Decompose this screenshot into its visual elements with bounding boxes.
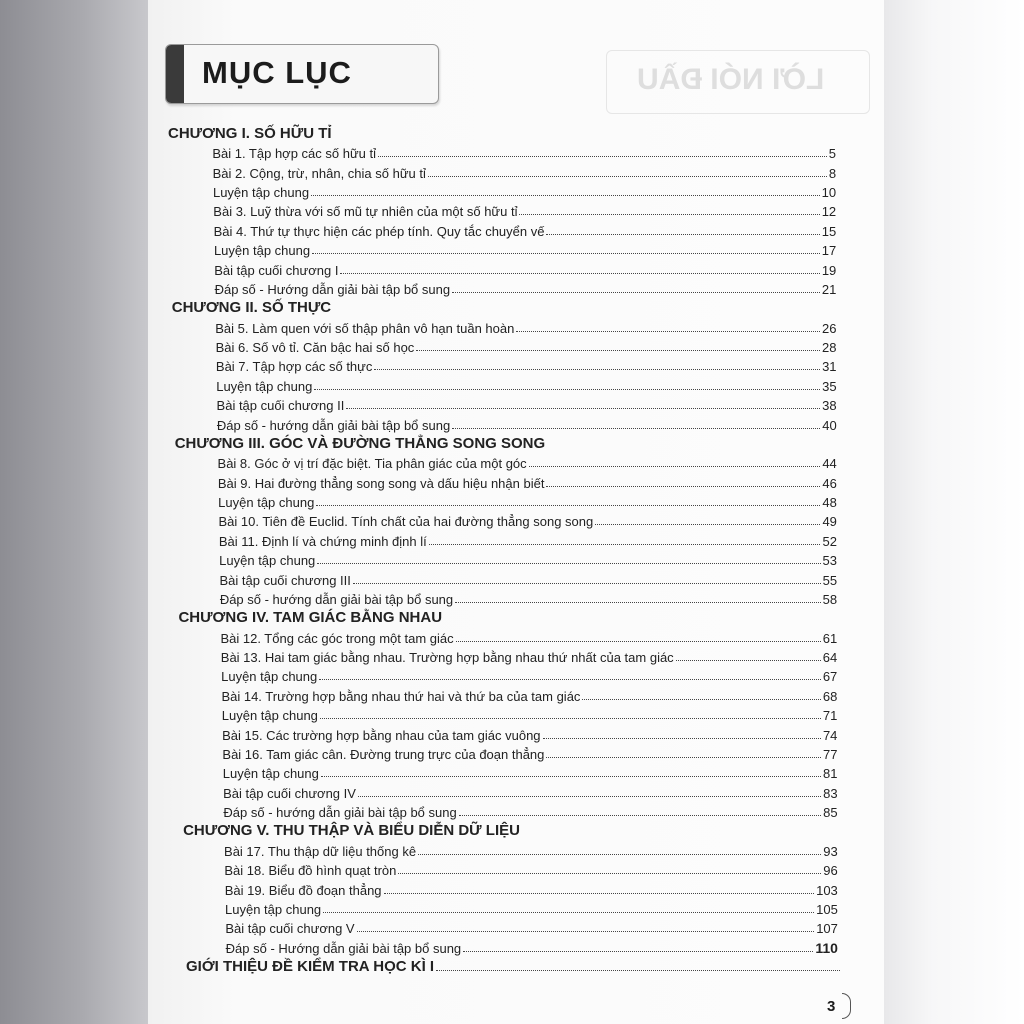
chapter-title: CHƯƠNG IV. TAM GIÁC BẰNG NHAU	[178, 609, 443, 627]
entry-title: Đáp số - Hướng dẫn giải bài tập bổ sung	[214, 281, 451, 297]
entry-title: Đáp số - hướng dẫn giải bài tập bổ sung	[219, 591, 454, 607]
entry-title: Luyện tập chung	[216, 378, 313, 394]
dot-leader	[429, 543, 821, 545]
entry-page-number: 67	[822, 669, 838, 685]
entry-title: Luyện tập chung	[221, 708, 318, 724]
entry-page-number: 10	[821, 185, 837, 201]
dot-leader	[358, 795, 821, 797]
toc-entry	[219, 568, 837, 588]
dot-leader	[676, 659, 821, 661]
toc-entry	[225, 878, 838, 898]
dot-leader	[516, 330, 820, 332]
entry-page-number: 44	[822, 456, 837, 472]
entry-page-number: 48	[822, 495, 837, 511]
entry-page-number: 38	[822, 398, 837, 414]
toc-chapter	[175, 432, 837, 452]
chapter-title: CHƯƠNG V. THU THẬP VÀ BIỂU DIỄN DỮ LIỆU	[183, 822, 520, 840]
entry-title: Bài 10. Tiên đề Euclid. Tính chất của hai đường thẳng song song	[218, 514, 594, 530]
dot-leader	[463, 950, 813, 952]
dot-leader	[418, 853, 821, 855]
dot-leader	[353, 582, 821, 584]
dot-leader	[546, 233, 819, 235]
toc-entry	[221, 684, 837, 704]
chapter-title: CHƯƠNG I. SỐ HỮU TỈ	[168, 125, 332, 142]
entry-page-number: 31	[822, 359, 837, 375]
entry-page-number: 55	[822, 572, 838, 588]
entry-title: Đáp số - hướng dẫn giải bài tập bổ sung	[216, 417, 451, 433]
chapter-title: CHƯƠNG II. SỐ THỰC	[171, 299, 332, 317]
entry-title: Bài tập cuối chương IV	[223, 785, 356, 801]
toc-entry	[219, 529, 837, 549]
toc-entry	[219, 509, 837, 529]
entry-title: Bài 4. Thứ tự thực hiện các phép tính. Quy tắc chuyển vế	[213, 223, 545, 239]
toc-entry	[221, 645, 837, 665]
entry-title: Đáp số - hướng dẫn giải bài tập bổ sung	[223, 805, 457, 821]
entry-title: Bài 13. Hai tam giác bằng nhau. Trường hợp bằng nhau thứ nhất của tam giác	[220, 650, 674, 666]
toc-entry	[224, 858, 837, 878]
dot-leader	[416, 349, 820, 351]
dot-leader	[452, 427, 820, 429]
page-title: MỤC LỤC	[202, 55, 352, 90]
toc-entry	[216, 354, 837, 374]
toc-entry	[218, 490, 837, 510]
entry-page-number: 93	[823, 843, 838, 859]
dot-leader	[428, 175, 827, 177]
entry-title: Bài tập cuối chương II	[216, 398, 345, 414]
entry-title: Bài 15. Các trường hợp bằng nhau của tam giác vuông	[222, 727, 541, 743]
entry-page-number: 40	[822, 417, 837, 433]
toc-chapter	[186, 955, 840, 975]
toc-chapter	[172, 296, 837, 316]
dot-leader	[323, 911, 814, 913]
entry-title: Bài 5. Làm quen với số thập phân vô hạn tuần hoàn	[215, 320, 515, 336]
toc-entry	[222, 723, 837, 743]
toc-entry	[215, 316, 836, 336]
entry-page-number: 71	[822, 708, 838, 724]
page-number: 3	[827, 998, 836, 1015]
toc-entry	[223, 800, 837, 820]
entry-page-number: 64	[822, 650, 838, 666]
entry-title: Luyện tập chung	[221, 669, 318, 685]
entry-title: Bài tập cuối chương III	[219, 572, 351, 588]
toc-entry	[221, 664, 837, 684]
entry-page-number: 110	[815, 939, 838, 956]
toc-entry	[222, 703, 838, 723]
dot-leader	[459, 814, 821, 816]
entry-page-number: 96	[823, 863, 838, 879]
entry-title: Luyện tập chung	[213, 243, 311, 259]
toc-entry	[226, 936, 838, 956]
toc-chapter	[183, 819, 838, 839]
entry-page-number: 81	[823, 766, 838, 782]
dot-leader	[374, 368, 820, 370]
toc-entry	[218, 471, 837, 491]
toc-entry	[213, 199, 836, 219]
entry-page-number: 107	[816, 921, 838, 937]
entry-page-number: 46	[822, 475, 837, 491]
entry-title: Bài 6. Số vô tỉ. Căn bậc hai số học	[215, 340, 415, 356]
entry-title: Đáp số - Hướng dẫn giải bài tập bổ sung	[225, 940, 462, 956]
dot-leader	[452, 291, 820, 293]
entry-title: Bài 14. Trường hợp bằng nhau thứ hai và thứ ba của tam giác	[221, 688, 581, 704]
dot-leader	[595, 523, 820, 525]
toc-entry	[223, 781, 838, 801]
toc-entry	[225, 897, 838, 917]
entry-page-number: 12	[821, 204, 837, 220]
dot-leader	[357, 930, 815, 932]
toc-entry	[220, 626, 837, 646]
chapter-title: GIỚI THIỆU ĐỀ KIỂM TRA HỌC KÌ I	[186, 958, 435, 975]
entry-title: Luyện tập chung	[222, 766, 319, 782]
entry-page-number: 53	[822, 553, 838, 569]
dot-leader	[546, 756, 821, 758]
entry-title: Bài 18. Biểu đồ hình quạt tròn	[224, 863, 397, 879]
toc-entry	[224, 839, 838, 859]
entry-title: Bài 3. Luỹ thừa với số mũ tự nhiên của một số hữu tỉ	[213, 204, 518, 220]
entry-title: Luyện tập chung	[212, 185, 310, 201]
toc-entry	[214, 219, 837, 239]
toc-entry	[220, 587, 837, 607]
toc-entry	[215, 277, 837, 297]
dot-leader	[321, 775, 821, 777]
toc-entry	[214, 258, 836, 278]
dot-leader	[317, 562, 820, 564]
entry-page-number: 15	[821, 223, 837, 239]
entry-page-number: 5	[828, 146, 837, 162]
dot-leader	[455, 601, 821, 603]
entry-title: Bài 11. Định lí và chứng minh định lí	[218, 533, 427, 549]
dot-leader	[320, 717, 821, 719]
toc-chapter	[178, 606, 837, 626]
entry-title: Bài 17. Thu thập dữ liệu thống kê	[224, 843, 417, 859]
toc-entry	[214, 238, 836, 258]
toc-entry	[217, 413, 837, 433]
entry-page-number: 105	[816, 901, 838, 917]
entry-page-number: 49	[822, 514, 837, 530]
entry-page-number: 28	[822, 340, 837, 356]
toc-chapter	[168, 122, 836, 142]
entry-title: Bài 7. Tập hợp các số thực	[215, 359, 373, 375]
toc-entry	[225, 916, 838, 936]
dot-leader	[378, 155, 827, 157]
toc-entry	[216, 374, 836, 394]
entry-title: Luyện tập chung	[218, 495, 315, 511]
entry-title: Bài 8. Góc ở vị trí đặc biệt. Tia phân giác của một góc	[217, 456, 527, 472]
dot-leader	[398, 872, 821, 874]
entry-page-number: 83	[823, 785, 838, 801]
entry-page-number: 35	[822, 378, 837, 394]
dot-leader	[436, 969, 840, 971]
toc-entry	[219, 548, 837, 568]
entry-page-number: 77	[823, 746, 838, 762]
toc-entry	[213, 161, 836, 181]
dot-leader	[311, 194, 820, 196]
toc-entry	[216, 335, 837, 355]
show-through-title: LỜI NÓI ĐẦU	[637, 63, 825, 96]
toc-entry	[212, 141, 836, 161]
entry-title: Bài 16. Tam giác cân. Đường trung trực của đoạn thẳng	[222, 746, 545, 762]
entry-page-number: 103	[816, 882, 838, 898]
entry-page-number: 8	[828, 165, 837, 181]
entry-page-number: 68	[822, 688, 838, 704]
entry-title: Luyện tập chung	[219, 553, 316, 569]
entry-page-number: 19	[821, 262, 837, 278]
dot-leader	[314, 388, 820, 390]
dot-leader	[346, 407, 820, 409]
dot-leader	[340, 272, 819, 274]
entry-title: Bài 1. Tập hợp các số hữu tỉ	[212, 146, 376, 162]
entry-page-number: 17	[821, 243, 837, 259]
entry-page-number: 26	[821, 320, 837, 336]
dot-leader	[456, 640, 821, 642]
entry-page-number: 61	[822, 630, 838, 646]
entry-title: Bài tập cuối chương V	[225, 921, 355, 937]
entry-page-number: 21	[821, 281, 837, 297]
toc-entry	[217, 393, 837, 413]
dot-leader	[529, 465, 821, 467]
toc-entry	[223, 761, 838, 781]
dot-leader	[582, 698, 820, 700]
entry-title: Bài 2. Cộng, trừ, nhân, chia số hữu tỉ	[212, 165, 426, 181]
dot-leader	[384, 892, 815, 894]
toc-entry	[213, 180, 836, 200]
entry-title: Bài 9. Hai đường thẳng song song và dấu hiệu nhận biết	[217, 475, 545, 491]
entry-page-number: 52	[822, 533, 837, 549]
toc-entry	[218, 451, 837, 471]
dot-leader	[519, 213, 819, 215]
toc-entry	[222, 742, 837, 762]
entry-title: Bài tập cuối chương I	[214, 262, 339, 278]
entry-title: Luyện tập chung	[225, 901, 322, 917]
entry-page-number: 85	[823, 805, 838, 821]
entry-title: Bài 19. Biểu đồ đoạn thẳng	[224, 882, 382, 898]
dot-leader	[312, 252, 820, 254]
dot-leader	[546, 485, 820, 487]
chapter-title: CHƯƠNG III. GÓC VÀ ĐƯỜNG THẲNG SONG SONG	[174, 434, 546, 452]
dot-leader	[316, 504, 820, 506]
dot-leader	[319, 678, 821, 680]
entry-title: Bài 12. Tổng các góc trong một tam giác	[220, 630, 454, 646]
entry-page-number: 58	[822, 591, 838, 607]
entry-page-number: 74	[822, 727, 838, 743]
dot-leader	[543, 737, 821, 739]
